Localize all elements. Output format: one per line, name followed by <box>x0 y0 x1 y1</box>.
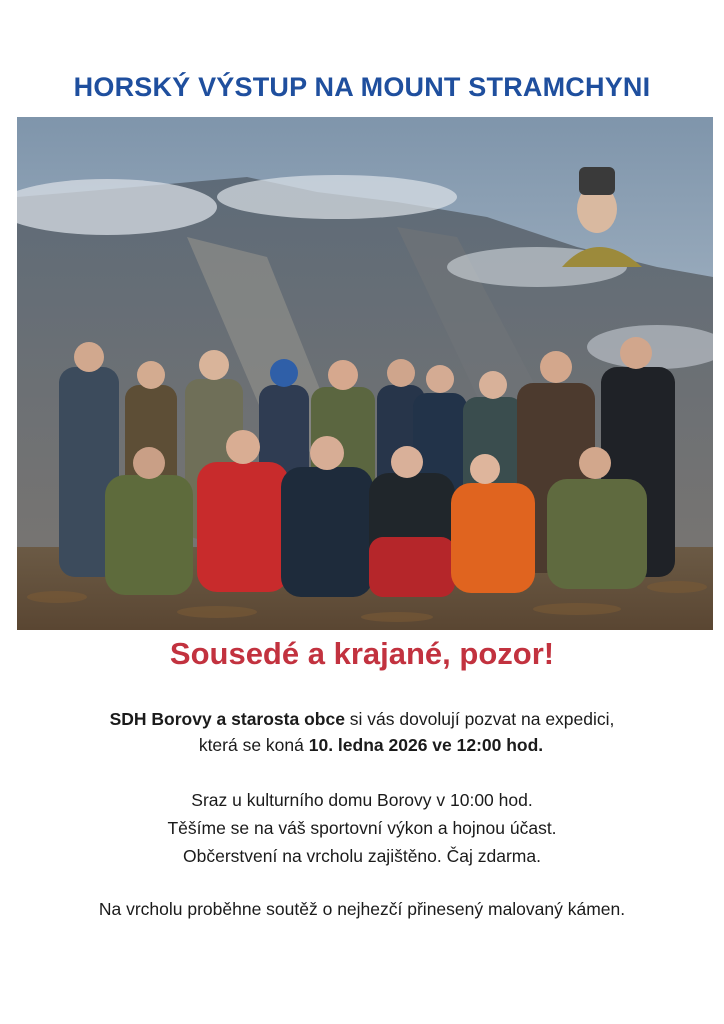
invite-text: si vás dovolují pozvat na expedici, <box>344 709 615 729</box>
invite-line-1 <box>0 707 724 731</box>
invite-organizer: SDH Borovy a starosta obce <box>109 709 345 729</box>
invite-line-2 <box>0 733 724 757</box>
invite-date: 10. ledna 2026 ve 12:00 hod. <box>308 735 544 755</box>
contest-note: Na vrcholu proběhne soutěž o nejhezčí přinesený malovaný kámen. <box>98 899 626 919</box>
headline: Sousedé a krajané, pozor! <box>169 636 555 671</box>
detail-looking-forward: Těšíme se na váš sportovní výkon a hojnou účast. <box>167 818 557 838</box>
group-photo <box>17 117 713 630</box>
invite-date-prefix: která se koná <box>198 735 309 755</box>
poster-title: HORSKÝ VÝSTUP NA MOUNT STRAMCHYNI <box>73 72 651 102</box>
detail-meeting: Sraz u kulturního domu Borovy v 10:00 hod. <box>191 790 533 810</box>
detail-refreshments: Občerstvení na vrcholu zajištěno. Čaj zdarma. <box>183 846 541 866</box>
